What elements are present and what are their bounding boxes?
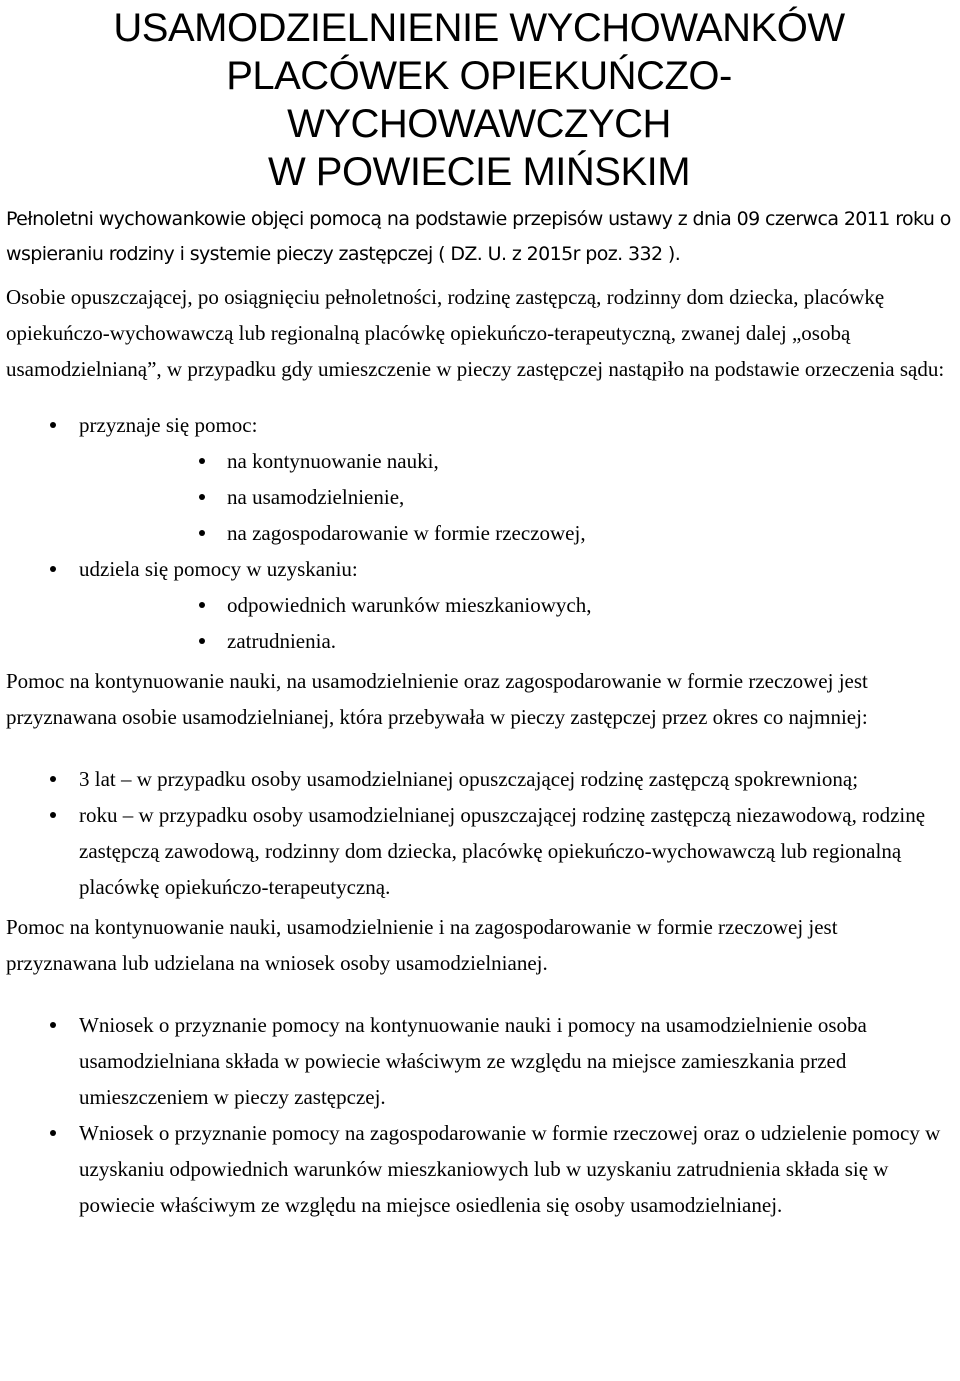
page-title — [6, 0, 952, 196]
list-item-label: przyznaje się pomoc: — [79, 413, 258, 437]
paragraph-duration: Pomoc na kontynuowanie nauki, na usamodzielnienie oraz zagospodarowanie w formie rzeczowej jest przyznawana osobie usamodzielnianej, która przebywała w pieczy zastępczej przez okres co najmniej: — [6, 669, 868, 729]
list-item-label: udziela się pomocy w uzyskaniu: — [79, 557, 358, 581]
application-list — [6, 1007, 952, 1223]
sublist — [79, 587, 952, 659]
sublist — [79, 443, 952, 551]
list-item — [6, 407, 952, 551]
list-item: Wniosek o przyznanie pomocy na zagospodarowanie w formie rzeczowej oraz o udzielenie pomocy w uzyskaniu odpowiednich warunków mieszkaniowych lub w uzyskaniu zatrudnienia składa się w powiecie właściwym ze względu na miejsce osiedlenia się osoby usamodzielnianej. — [6, 1115, 952, 1223]
duration-list — [6, 761, 952, 905]
title-line: W POWIECIE MIŃSKIM — [267, 150, 691, 194]
paragraph-application: Pomoc na kontynuowanie nauki, usamodzielnienie i na zagospodarowanie w formie rzeczowej jest przyznawana lub udzielana na wniosek osoby usamodzielnianej. — [6, 915, 838, 975]
paragraph-eligibility: Osobie opuszczającej, po osiągnięciu pełnoletności, rodzinę zastępczą, rodzinny dom dziecka, placówkę opiekuńczo-wychowawczą lub regionalną placówkę opiekuńczo-terapeutyczną, zwanej dalej „osobą usamodzielnianą”, w przypadku gdy umieszczenie w pieczy zastępczej nastąpiło na podstawie orzeczenia sądu: — [6, 285, 945, 381]
title-line: WYCHOWAWCZYCH — [287, 102, 671, 146]
title-line: USAMODZIELNIENIE WYCHOWANKÓW — [113, 6, 845, 50]
title-line: PLACÓWEK OPIEKUŃCZO- — [226, 54, 732, 98]
list-item: roku – w przypadku osoby usamodzielnianej opuszczającej rodzinę zastępczą niezawodową, rodzinę zastępczą zawodową, rodzinny dom dziecka, placówkę opiekuńczo-wychowawczą lub regionalną placówkę opiekuńczo-terapeutyczną. — [6, 797, 952, 905]
intro-paragraph: Pełnoletni wychowankowie objęci pomocą na podstawie przepisów ustawy z dnia 09 czerwca 2011 roku o wspieraniu rodziny i systemie pieczy zastępczej ( DZ. U. z 2015r poz. 332 ). — [6, 208, 951, 265]
sublist-item: zatrudnienia. — [79, 623, 952, 659]
list-item — [6, 551, 952, 659]
sublist-item: odpowiednich warunków mieszkaniowych, — [79, 587, 952, 623]
sublist-item: na zagospodarowanie w formie rzeczowej, — [79, 515, 952, 551]
list-item: Wniosek o przyznanie pomocy na kontynuowanie nauki i pomocy na usamodzielnienie osoba usamodzielniana składa w powiecie właściwym ze względu na miejsce zamieszkania przed umieszczeniem w pieczy zastępczej. — [6, 1007, 952, 1115]
sublist-item: na kontynuowanie nauki, — [79, 443, 952, 479]
assistance-list — [6, 407, 952, 659]
sublist-item: na usamodzielnienie, — [79, 479, 952, 515]
list-item: 3 lat – w przypadku osoby usamodzielnianej opuszczającej rodzinę zastępczą spokrewnioną; — [6, 761, 952, 797]
